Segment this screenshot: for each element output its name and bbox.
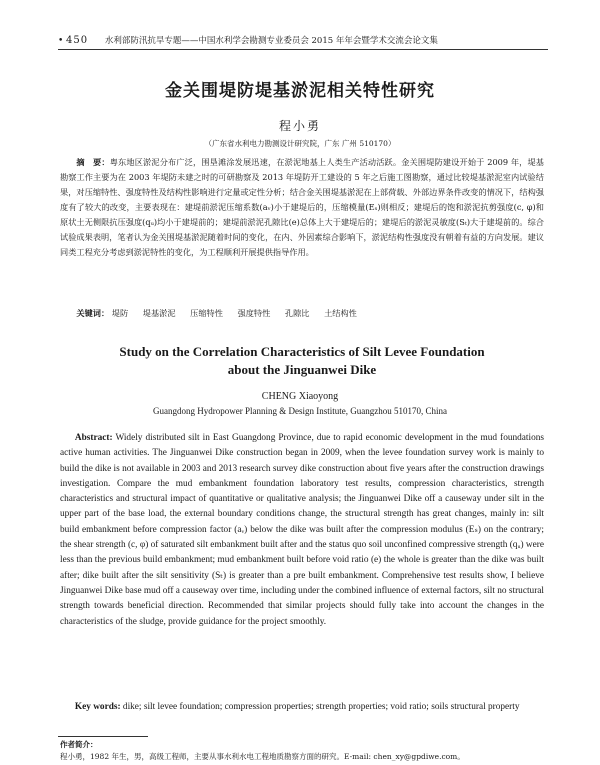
header-bullet: • [58, 36, 64, 46]
english-abstract-text: Widely distributed silt in East Guangdong Province, due to rapid economic development in the mud foundations active human activities. The Jinguanwei Dike construction began in 2009, when the levee foundation survey work is mainly to build the dike is not available in 2003 and 2013 research survey dike construction about five years after the construction drawings investigation. Compare the mud embankment foundation laboratory test results, compression characteristics, strength characteristics and structural impact of quantitative or qualitative analysis; the Jinguanwei Dike off a causeway under silt in the upper part of the base load, the external boundary conditions change, the structural strength has great changes, mainly in: silt build embankment before compression factor (aᵥ) below the dike was built after the compression modulus (Eₛ) on the contrary; the shear strength (c, φ) of saturated silt embankment built after and the status quo soil unconfined compressive strength (qᵤ) were less than the previous build embankment; mud embankment built before void ratio (e) the whole is greater than the dike was built after; dike built after the silt sensitivity (Sₜ) is greater than a pre built embankment. Comprehensive test results show, I believe Jinguanwei Dike base mud off a causeway over time, including under the combined influence of external factors, silt no structural strength towards beneficial direction. Recommended that similar projects should fully take into account the changes in the characteristics of the sludge, provide guidance for the project smoothly. [60, 433, 544, 627]
english-affiliation: Guangdong Hydropower Planning & Design Institute, Guangzhou 510170, China [153, 406, 447, 416]
english-keywords [60, 700, 544, 715]
english-title-line: Study on the Correlation Characteristics of Silt Levee Foundation [119, 344, 485, 359]
page-number: 450 [66, 35, 89, 46]
english-title-line: about the Jinguanwei Dike [227, 362, 377, 377]
running-title: 水利部防汛抗旱专题——中国水利学会勘测专业委员会 2015 年年会暨学术交流会论文集 [104, 36, 438, 46]
english-title [60, 343, 544, 379]
running-header [58, 34, 548, 46]
chinese-affiliation: （广东省水利电力勘测设计研究院，广东 广州 510170） [204, 139, 396, 148]
english-abstract [60, 431, 544, 630]
header-rule [58, 49, 548, 50]
chinese-abstract-text: 粤东地区淤泥分布广泛，围垦滩涂发展迅速，在淤泥地基上人类生产活动活跃。金关围堤防建设开始于 2009 年，堤基勘察工作主要为在 2003 年堤防未建之时的可研勘察及 2013 年堤防开工建设的 5 年之后施工图勘察，通过比较堤基淤泥室内试验结果，对压缩特性、强度特性及结构性影响进行定量或定性分析；结合金关围堤基淤泥在上部荷载、外部边界条件改变的情况下，结构强度有了较大的改变，主要表现在：建堤前淤泥压缩系数(aᵥ)小于建堤后的，压缩模量(Eₛ)则相反；建堤后的饱和淤泥抗剪强度(c, φ)和原状土无侧限抗压强度(qᵤ)均小于建堤前的；建堤前淤泥孔隙比(e)总体上大于建堤后的；建堤后的淤泥灵敏度(Sₜ)大于建堤前的。综合试验成果表明，笔者认为金关围堤基淤泥随着时间的变化，在内、外因素综合影响下，淤泥结构性强度没有朝着有益的方向发展。建议同类工程充分考虑到淤泥特性的变化，为工程顺利开展提供指导作用。 [60, 157, 544, 257]
footnote-rule [58, 736, 148, 737]
chinese-abstract-label: 摘 要： [76, 157, 110, 167]
chinese-keywords-label: 关键词： [76, 308, 110, 318]
chinese-abstract [60, 155, 544, 260]
keyword: 压缩特性 [190, 308, 223, 318]
english-abstract-label: Abstract: [74, 433, 113, 443]
keyword: 土结构性 [324, 308, 357, 318]
keyword: 强度特性 [237, 308, 271, 318]
footnote-label: 作者简介： [60, 740, 98, 749]
english-keywords-text: dike; silt levee foundation; compression properties; strength properties; void ratio; soils structural property [120, 702, 520, 712]
keyword: 堤基淤泥 [142, 308, 176, 318]
english-author: CHENG Xiaoyong [261, 391, 339, 402]
chinese-author: 程小勇 [278, 119, 321, 133]
keyword: 孔隙比 [284, 308, 310, 318]
keyword: 堤防 [111, 308, 129, 318]
chinese-title: 金关围堤防堤基淤泥相关特性研究 [165, 81, 435, 101]
footnote-text: 程小勇，1982 年生，男，高级工程师，主要从事水利水电工程地质勘察方面的研究。E-mail: chen_xy@gpdiwe.com。 [60, 752, 465, 761]
chinese-keywords [60, 306, 544, 320]
english-keywords-label: Key words: [74, 702, 121, 712]
